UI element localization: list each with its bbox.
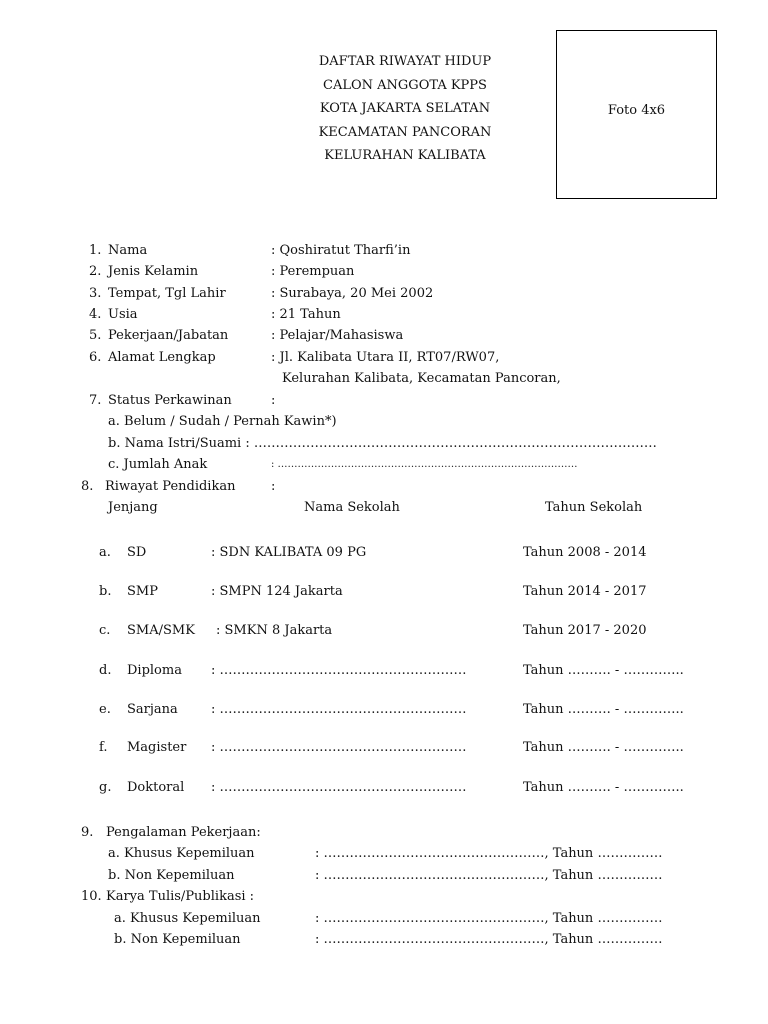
status-option-a: a. Belum / Sudah / Pernah Kawin*) (108, 414, 337, 429)
edu-year: Tahun ………. - ………….. (523, 780, 684, 795)
photo-placeholder (556, 30, 717, 199)
field-label: Pekerjaan/Jabatan (108, 328, 229, 343)
edu-year: Tahun ………. - ………….. (523, 702, 684, 717)
work-row-value: : ……………………………………………, Tahun …………… (315, 846, 663, 861)
header-district: KECAMATAN PANCORAN (318, 125, 492, 140)
section-colon: : (271, 479, 276, 494)
edu-year: Tahun ………. - ………….. (523, 663, 684, 678)
work-row-label: a. Khusus Kepemiluan (108, 846, 255, 861)
edu-school: : ………………………………………………… (211, 780, 467, 795)
header-subdistrict: KELURAHAN KALIBATA (324, 148, 486, 163)
field-label: Jenis Kelamin (108, 264, 199, 279)
address-continuation: Kelurahan Kalibata, Kecamatan Pancoran, (282, 371, 561, 386)
field-value: : Jl. Kalibata Utara II, RT07/RW07, (271, 350, 500, 365)
edu-year: Tahun 2008 - 2014 (523, 545, 647, 560)
edu-school: : ………………………………………………… (211, 663, 467, 678)
section-title: Pengalaman Pekerjaan: (106, 825, 261, 840)
publication-row-value: : ……………………………………………, Tahun …………… (315, 932, 663, 947)
edu-letter: f. (99, 740, 108, 755)
field-label: Alamat Lengkap (108, 350, 216, 365)
header-subtitle: CALON ANGGOTA KPPS (323, 78, 487, 93)
edu-level: Magister (127, 740, 187, 755)
field-value: : Qoshiratut Tharfi’in (271, 243, 411, 258)
edu-letter: d. (99, 663, 112, 678)
edu-level: Sarjana (127, 702, 178, 717)
edu-level: Doktoral (127, 780, 185, 795)
header-city: KOTA JAKARTA SELATAN (319, 101, 491, 116)
status-option-c-value: : ……………………………………………………………………………… (271, 459, 578, 470)
field-label: Usia (108, 307, 138, 322)
section-colon: : (271, 393, 276, 408)
column-header-level: Jenjang (108, 500, 158, 515)
item-number: 3. (89, 286, 102, 301)
edu-level: Diploma (127, 663, 182, 678)
publication-row-label: a. Khusus Kepemiluan (114, 911, 261, 926)
field-value: : 21 Tahun (271, 307, 341, 322)
section-title: Riwayat Pendidikan (105, 479, 236, 494)
field-value: : Surabaya, 20 Mei 2002 (271, 286, 434, 301)
edu-school: : ………………………………………………… (211, 740, 467, 755)
edu-level: SMA/SMK (127, 623, 195, 638)
publication-row-label: b. Non Kepemiluan (114, 932, 241, 947)
field-value: : Perempuan (271, 264, 355, 279)
status-option-b: b. Nama Istri/Suami : ………………………………………………………………………………… (108, 436, 657, 451)
column-header-school: Nama Sekolah (304, 500, 400, 515)
field-value: : Pelajar/Mahasiswa (271, 328, 404, 343)
edu-letter: b. (99, 584, 112, 599)
edu-letter: a. (99, 545, 111, 560)
edu-letter: c. (99, 623, 111, 638)
field-label: Tempat, Tgl Lahir (108, 286, 226, 301)
edu-year: Tahun ………. - ………….. (523, 740, 684, 755)
work-row-label: b. Non Kepemiluan (108, 868, 235, 883)
work-row-value: : ……………………………………………, Tahun …………… (315, 868, 663, 883)
section-title: Karya Tulis/Publikasi : (106, 889, 255, 904)
edu-school: : SDN KALIBATA 09 PG (211, 545, 367, 560)
edu-level: SD (127, 545, 147, 560)
status-option-c-label: c. Jumlah Anak (108, 457, 208, 472)
section-title: Status Perkawinan (108, 393, 232, 408)
item-number: 4. (89, 307, 102, 322)
item-number: 8. (81, 479, 94, 494)
edu-year: Tahun 2017 - 2020 (523, 623, 647, 638)
edu-school: : ………………………………………………… (211, 702, 467, 717)
photo-label: Foto 4x6 (607, 103, 666, 118)
field-label: Nama (108, 243, 148, 258)
edu-year: Tahun 2014 - 2017 (523, 584, 647, 599)
column-header-year: Tahun Sekolah (545, 500, 643, 515)
item-number: 9. (81, 825, 94, 840)
edu-school: : SMKN 8 Jakarta (216, 623, 333, 638)
edu-letter: e. (99, 702, 111, 717)
edu-level: SMP (127, 584, 158, 599)
header-title: DAFTAR RIWAYAT HIDUP (318, 54, 492, 69)
item-number: 10. (81, 889, 102, 904)
item-number: 7. (89, 393, 102, 408)
item-number: 1. (89, 243, 102, 258)
item-number: 5. (89, 328, 102, 343)
edu-letter: g. (99, 780, 112, 795)
item-number: 6. (89, 350, 102, 365)
edu-school: : SMPN 124 Jakarta (211, 584, 343, 599)
publication-row-value: : ……………………………………………, Tahun …………… (315, 911, 663, 926)
item-number: 2. (89, 264, 102, 279)
